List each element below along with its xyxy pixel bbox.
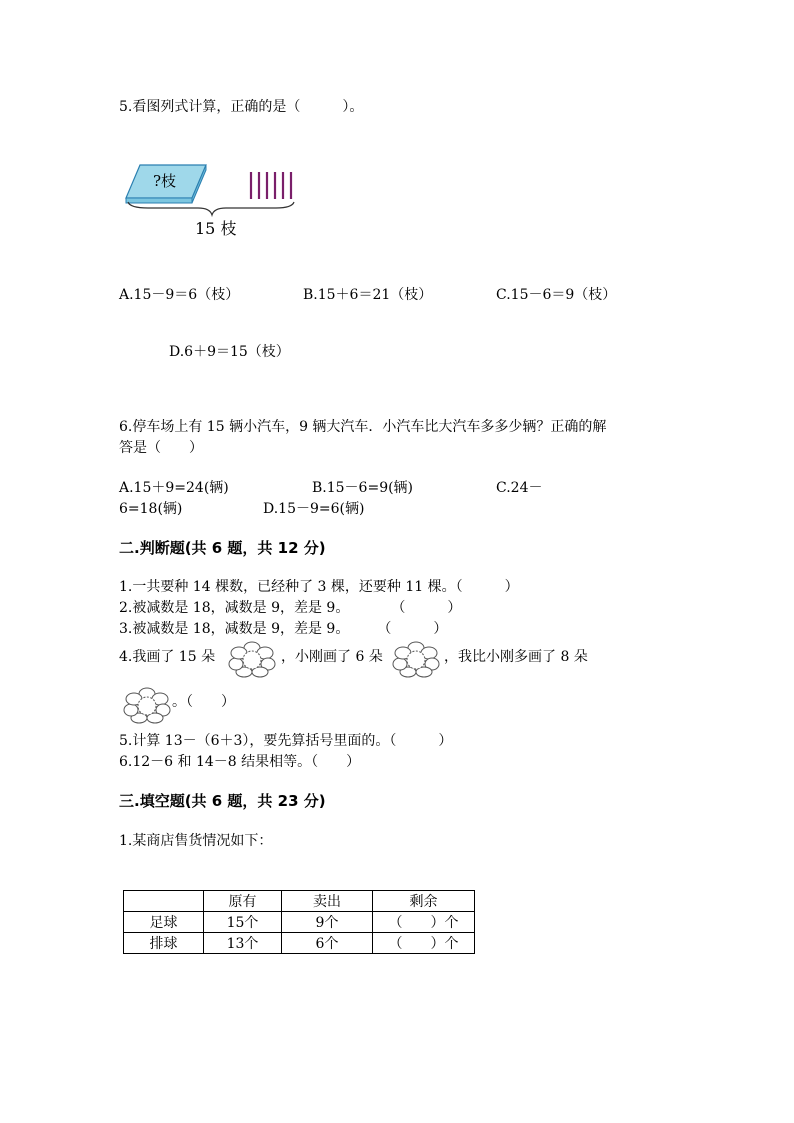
- judge-item-3: 3.被减数是 18，减数是 9，差是 9。 （ ）: [119, 621, 448, 637]
- table-header-cell: 剩余: [373, 891, 475, 912]
- table-header-cell: 卖出: [282, 891, 373, 912]
- table-cell: 排球: [124, 933, 204, 954]
- q6-option-a[interactable]: A.15＋9=24(辆): [119, 480, 229, 496]
- table-cell[interactable]: （ ）个: [373, 912, 475, 933]
- judge-item-4-part1: 4.我画了 15 朵: [119, 649, 216, 665]
- q5-option-d[interactable]: D.6＋9＝15（枝）: [169, 344, 290, 360]
- fill-q1-stem: 1.某商店售货情况如下：: [119, 833, 273, 849]
- table-header-cell: 原有: [204, 891, 282, 912]
- table-header-row: [124, 891, 475, 912]
- q5-option-a[interactable]: A.15－9＝6（枝）: [119, 287, 240, 303]
- q6-stem-line2: 答是（ ）: [119, 440, 203, 456]
- sticks-icon: [251, 172, 291, 199]
- judge-item-6: 6.12－6 和 14－8 结果相等。（ ）: [119, 754, 361, 770]
- q6-option-b[interactable]: B.15－6=9(辆): [312, 480, 414, 496]
- q5-figure: [118, 155, 308, 250]
- judge-item-4-part4: 。（ ）: [172, 694, 235, 710]
- table-row: [124, 912, 475, 933]
- q6-option-c[interactable]: C.24－: [496, 480, 543, 496]
- flower-icon: [392, 640, 440, 678]
- table-cell: 13个: [204, 933, 282, 954]
- table-cell: 9个: [282, 912, 373, 933]
- table-header-cell: [124, 891, 204, 912]
- q5-option-c[interactable]: C.15－6＝9（枝）: [496, 287, 617, 303]
- q6-option-d[interactable]: D.15－9=6(辆): [263, 501, 365, 517]
- judge-item-4-part2: ，小刚画了 6 朵: [281, 649, 383, 665]
- sales-table: [123, 890, 475, 954]
- judge-item-1: 1.一共要种 14 棵数，已经种了 3 棵，还要种 11 棵。（ ）: [119, 579, 519, 595]
- book-label: ?枝: [153, 172, 177, 190]
- judge-item-4-part3: ，我比小刚多画了 8 朵: [444, 649, 588, 665]
- q5-stem: 5.看图列式计算，正确的是（ ）。: [119, 99, 364, 115]
- flower-icon: [123, 686, 171, 724]
- flower-icon: [228, 640, 276, 678]
- table-cell: 足球: [124, 912, 204, 933]
- judge-item-5: 5.计算 13－（6＋3），要先算括号里面的。（ ）: [119, 733, 453, 749]
- q5-option-b[interactable]: B.15＋6＝21（枝）: [303, 287, 433, 303]
- table-cell[interactable]: （ ）个: [373, 933, 475, 954]
- total-label: 15 枝: [195, 219, 237, 238]
- table-row: [124, 933, 475, 954]
- table-cell: 6个: [282, 933, 373, 954]
- q6-stem-line1: 6.停车场上有 15 辆小汽车，9 辆大汽车．小汽车比大汽车多多少辆？正确的解: [119, 419, 607, 435]
- q6-option-c-cont[interactable]: 6=18(辆): [119, 501, 183, 517]
- section2-title: 二.判断题(共 6 题，共 12 分): [119, 539, 326, 557]
- brace: [128, 202, 294, 215]
- table-cell: 15个: [204, 912, 282, 933]
- judge-item-2: 2.被减数是 18，减数是 9，差是 9。 （ ）: [119, 600, 462, 616]
- section3-title: 三.填空题(共 6 题，共 23 分): [119, 792, 326, 810]
